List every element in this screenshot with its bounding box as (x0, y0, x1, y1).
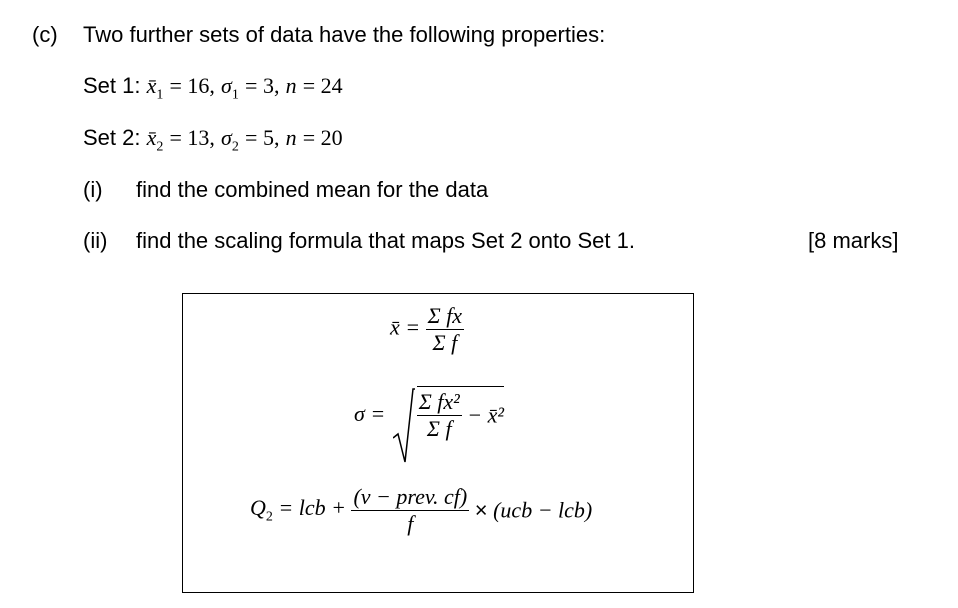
sd-radical (391, 386, 504, 442)
set2-n-symbol: n (285, 125, 297, 150)
set1-sigma-eq: = 3, (245, 73, 280, 98)
part-label: (c) (32, 22, 58, 47)
mean-denominator: Σ f (432, 330, 458, 355)
mean-fraction (426, 303, 464, 356)
median-lhs-sub: 2 (265, 509, 273, 525)
set1-sigma-symbol: σ (221, 73, 232, 98)
set2-n-eq: = 20 (302, 125, 343, 150)
set1-mean-sub: 1 (156, 87, 164, 103)
set2-line (83, 125, 343, 155)
mean-numerator: Σ fx (427, 303, 463, 328)
item-i-label: (i) (83, 177, 103, 202)
set2-sigma-sub: 2 (231, 139, 239, 155)
median-denominator: f (407, 511, 414, 536)
mean-formula (390, 303, 464, 356)
sd-fraction (417, 389, 462, 442)
sd-tail: − x̄² (467, 402, 504, 428)
median-tail-group (475, 498, 593, 523)
sd-denominator: Σ f (426, 416, 452, 441)
sd-lhs: σ = (354, 401, 386, 426)
median-formula (250, 484, 592, 537)
median-lhs-rest: = lcb + (278, 495, 346, 521)
set1-sigma-sub: 1 (231, 87, 239, 103)
set1-mean-eq: = 16, (169, 73, 215, 98)
median-tail: (ucb − lcb) (493, 497, 593, 523)
set2-sigma-eq: = 5, (245, 125, 280, 150)
set1-n-symbol: n (285, 73, 297, 98)
intro-text: Two further sets of data have the following properties: (83, 22, 606, 47)
median-numerator: (v − prev. cf) (353, 484, 468, 509)
sd-formula (354, 386, 504, 442)
median-lhs: Q (250, 495, 266, 521)
set1-mean-symbol: x̄ (146, 73, 157, 98)
item-ii-text: find the scaling formula that maps Set 2 onto Set 1. (136, 228, 635, 253)
sd-numerator: Σ fx² (418, 389, 460, 414)
sqrt-sign-icon (393, 388, 415, 466)
set1-line (83, 73, 343, 103)
item-ii-label: (ii) (83, 228, 108, 253)
mean-lhs: x̄ = (390, 314, 421, 340)
set1-label: Set 1: (83, 73, 141, 98)
median-times: × (474, 497, 488, 523)
item-i-text: find the combined mean for the data (136, 177, 489, 202)
median-fraction (351, 484, 469, 537)
median-lhs-group (250, 495, 351, 525)
set2-mean-sub: 2 (156, 139, 164, 155)
set2-sigma-symbol: σ (221, 125, 232, 150)
set2-mean-eq: = 13, (169, 125, 215, 150)
marks-label: [8 marks] (808, 228, 899, 253)
set2-mean-symbol: x̄ (146, 125, 157, 150)
set2-label: Set 2: (83, 125, 141, 150)
set1-n-eq: = 24 (302, 73, 343, 98)
